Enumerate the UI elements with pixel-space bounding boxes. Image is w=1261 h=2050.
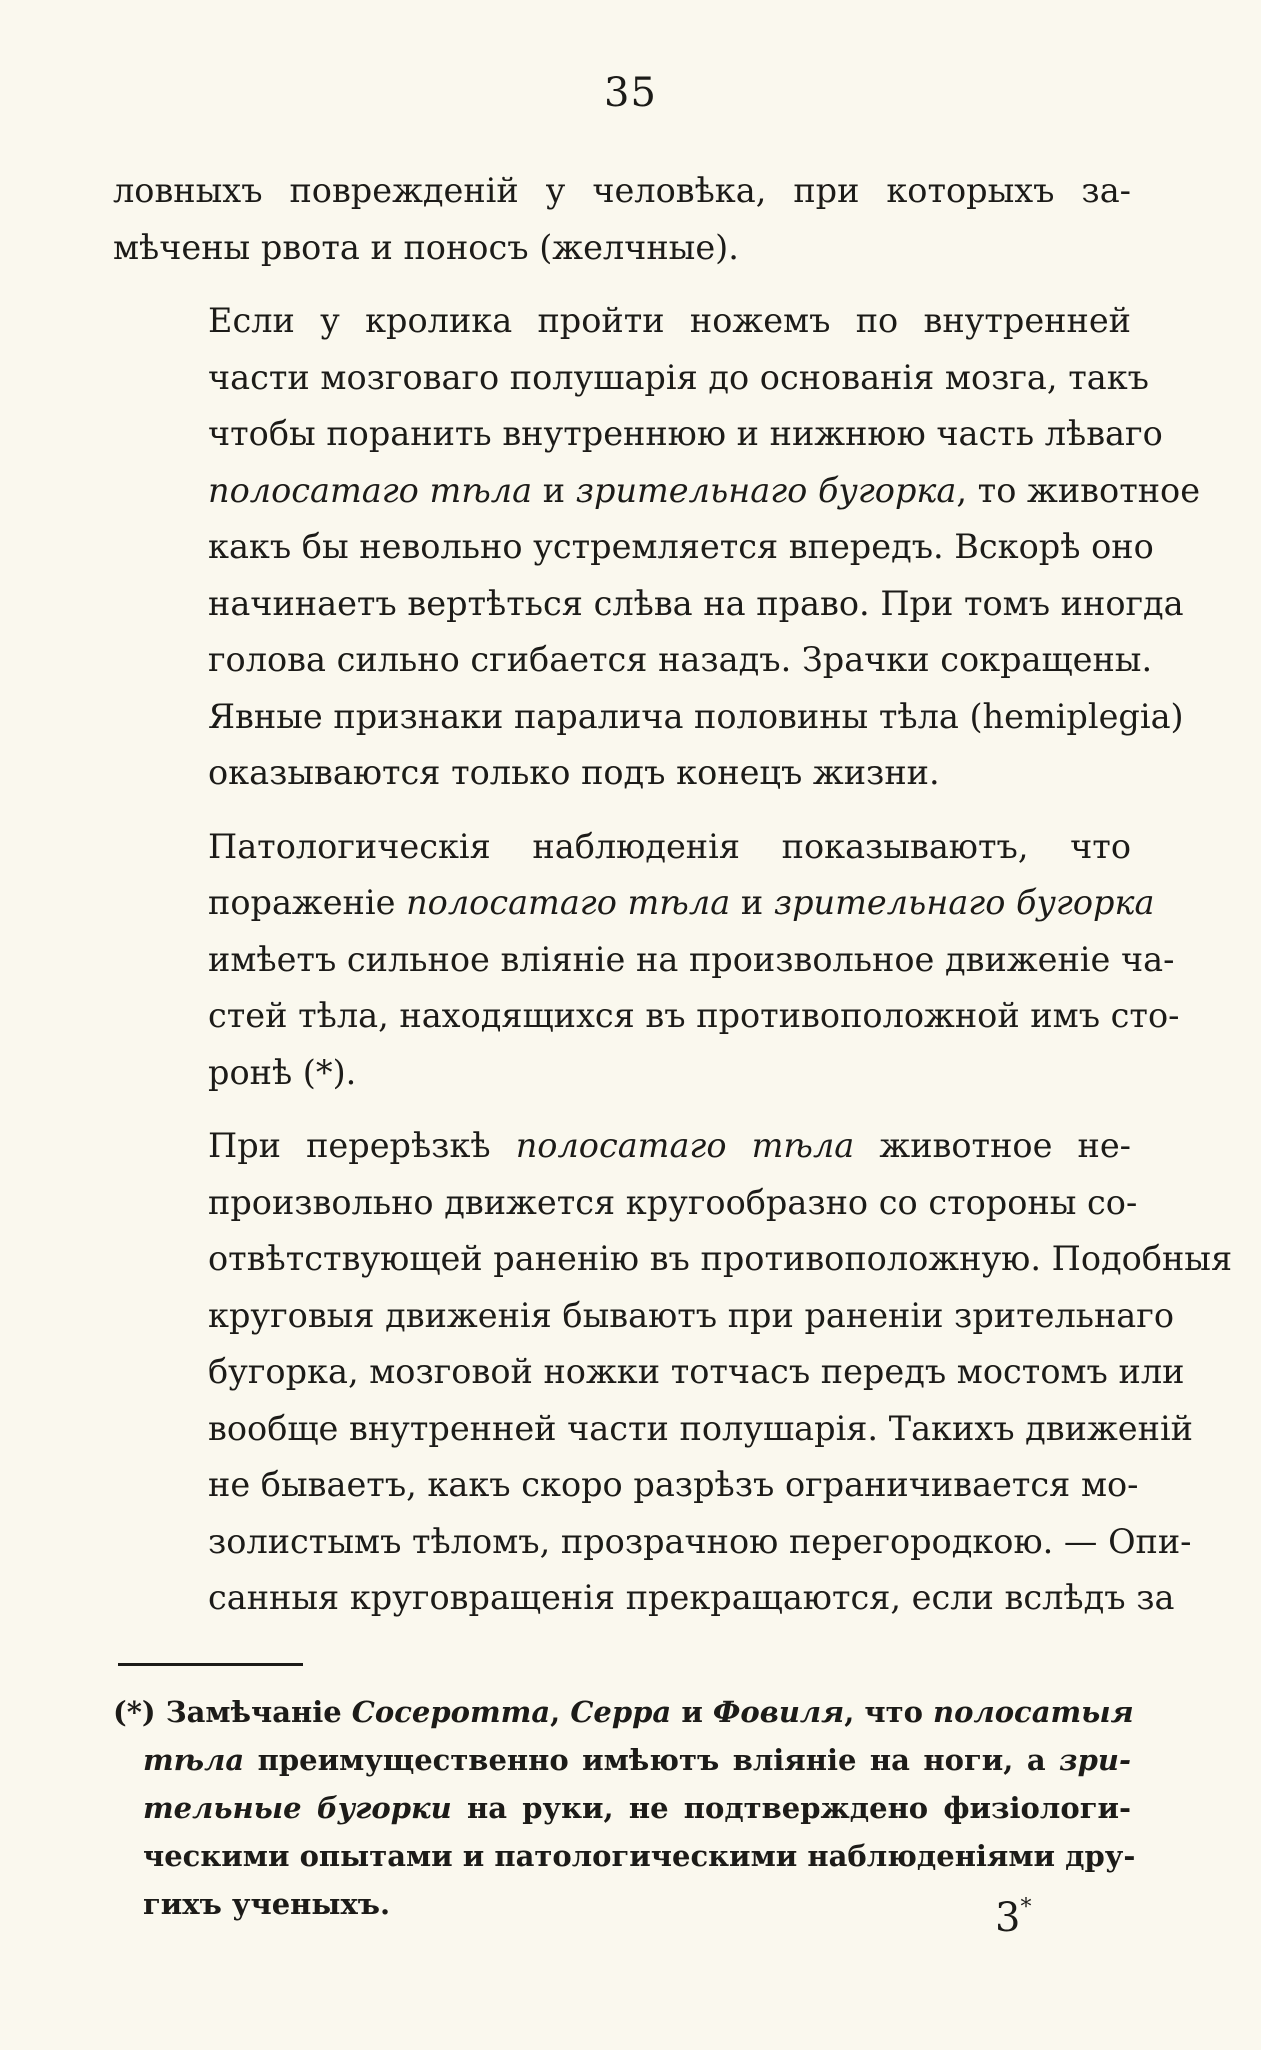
text-run: гихъ ученыхъ.: [143, 1887, 391, 1921]
text-run: Явные признаки паралича половины тѣла (hemiplegia): [208, 696, 1184, 736]
text-run: пораженіе: [208, 883, 407, 922]
text-run: какъ бы невольно устремляется впередъ. Вскорѣ оно: [208, 527, 1154, 566]
text-run: круговыя движенія бываютъ при раненіи зрительнаго: [208, 1295, 1175, 1335]
body-text: [113, 163, 1233, 1627]
text-run: голова сильно сгибается назадъ. Зрачки сокращены.: [208, 640, 1153, 679]
paragraph-line: [113, 1457, 1139, 1514]
paragraph-line: [113, 745, 1131, 802]
footnote-rule: [118, 1663, 303, 1666]
text-run: мѣчены рвота и поносъ (желчные).: [113, 227, 739, 267]
text-run: и: [671, 1695, 713, 1729]
signature-mark: [995, 1895, 1031, 1941]
footnote-line: [113, 1880, 1131, 1928]
text-run: санныя круговращенія прекращаются, если вслѣдъ за: [208, 1578, 1175, 1617]
italic-term: полосатаго тѣла: [208, 470, 533, 510]
footnote: [113, 1688, 1136, 1928]
italic-term: Сосеротта: [351, 1695, 551, 1729]
italic-term: Серра: [570, 1695, 672, 1729]
text-run: части мозговаго полушарія до основанія мозга, такъ: [208, 357, 1149, 397]
text-run: ческими опытами и патологическими наблюденіями дру-: [143, 1839, 1136, 1873]
paragraph-line: [113, 1570, 1175, 1627]
signature-number: 3: [995, 1895, 1021, 1941]
text-run: , что: [844, 1695, 934, 1729]
text-run: произвольно движется кругообразно со стороны со-: [208, 1182, 1138, 1222]
paragraph-line: [113, 1045, 1131, 1102]
paragraph-line: [113, 406, 1163, 463]
paragraph-line: [113, 463, 1201, 520]
text-run: оказываются только подъ конецъ жизни.: [208, 753, 940, 792]
italic-term: зрительнаго бугорка: [575, 470, 957, 510]
paragraph-line: [113, 1231, 1233, 1288]
paragraph-line: [113, 576, 1184, 633]
paragraph-line: [113, 519, 1154, 576]
text-run: и: [532, 470, 576, 510]
paragraph-line: [113, 1288, 1175, 1345]
text-run: стей тѣла, находящихся въ противоположной имъ сто-: [208, 996, 1180, 1035]
text-run: животное не-: [854, 1126, 1131, 1165]
footnote-line: [113, 1688, 1134, 1736]
paragraph-line: [113, 163, 1131, 220]
paragraph-1: [113, 163, 1131, 276]
text-run: Патологическія наблюденія показываютъ, что: [208, 826, 1131, 866]
paragraph-line: [113, 819, 1131, 876]
paragraph-line: [113, 988, 1180, 1045]
text-run: (*) Замѣчаніе: [113, 1695, 352, 1729]
paragraph-line: [113, 293, 1131, 350]
paragraph-line: [113, 1401, 1193, 1458]
paragraph-4: [113, 1118, 1233, 1627]
text-run: не бываетъ, какъ скоро разрѣзъ ограничивается мо-: [208, 1465, 1139, 1504]
text-run: имѣетъ сильное вліяніе на произвольное движеніе ча-: [208, 939, 1175, 979]
text-run: начинаетъ вертѣться слѣва на право. При томъ иногда: [208, 583, 1184, 623]
text-run: на руки, не подтверждено физіологи-: [451, 1791, 1132, 1825]
italic-term: Фовиля: [712, 1695, 845, 1729]
text-run: золистымъ тѣломъ, прозрачною перегородкою. — Опи-: [208, 1521, 1192, 1561]
text-run: чтобы поранить внутреннюю и нижнюю часть лѣваго: [208, 414, 1163, 453]
paragraph-line: [113, 1514, 1192, 1571]
paragraph-line: [113, 689, 1184, 746]
text-run: ронѣ (*).: [208, 1052, 357, 1092]
paragraph-line: [113, 1175, 1138, 1232]
paragraph-2: [113, 293, 1201, 802]
text-run: ловныхъ поврежденій у человѣка, при которыхъ за-: [113, 171, 1131, 210]
footnote-line: [113, 1832, 1136, 1880]
paragraph-3: [113, 819, 1180, 1102]
text-run: вообще внутренней части полушарія. Такихъ движеній: [208, 1408, 1193, 1448]
text-run: бугорка, мозговой ножки тотчасъ передъ мостомъ или: [208, 1352, 1185, 1391]
text-run: преимущественно имѣютъ вліяніе на ноги, а: [244, 1743, 1060, 1777]
text-run: отвѣтствующей раненію въ противоположную. Подобныя: [208, 1239, 1233, 1278]
footnote-line: [113, 1736, 1131, 1784]
paragraph-line: [113, 632, 1153, 689]
text-run: , то животное: [956, 470, 1201, 510]
text-run: Если у кролика пройти ножемъ по внутренней: [208, 301, 1131, 340]
italic-term: тельные бугорки: [143, 1791, 452, 1825]
italic-term: полосатаго тѣла: [406, 883, 731, 922]
paragraph-line: [113, 220, 1131, 277]
paragraph-line: [113, 1118, 1131, 1175]
page-number: 35: [604, 70, 657, 116]
italic-term: полосатаго тѣла: [515, 1126, 855, 1165]
italic-term: зри-: [1059, 1743, 1131, 1777]
paragraph-line: [113, 350, 1149, 407]
italic-term: полосатыя: [933, 1695, 1134, 1729]
text-run: ,: [550, 1695, 571, 1729]
italic-term: зрительнаго бугорка: [773, 883, 1155, 922]
footnote-line: [113, 1784, 1131, 1832]
signature-star: *: [1020, 1895, 1032, 1920]
italic-term: тѣла: [143, 1743, 245, 1777]
paragraph-line: [113, 932, 1175, 989]
text-run: и: [730, 883, 774, 922]
paragraph-line: [113, 875, 1155, 932]
text-run: При перерѣзкѣ: [208, 1126, 516, 1165]
paragraph-line: [113, 1344, 1185, 1401]
